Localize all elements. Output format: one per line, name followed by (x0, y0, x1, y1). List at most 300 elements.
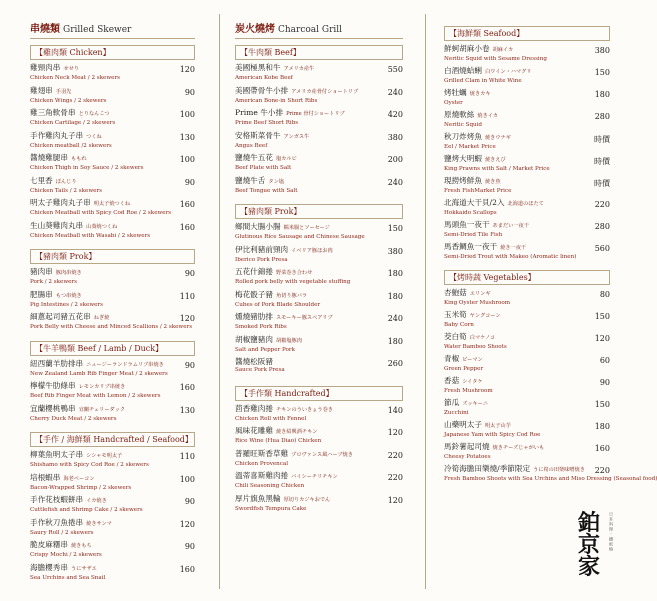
item-name-zh: 雞頸肉串 (30, 63, 61, 72)
item-name-zh: 美國極黑和牛 (235, 63, 281, 72)
item-name (30, 312, 195, 323)
item-price: 220 (387, 473, 403, 482)
item-name-zh: Prime 牛小排 (235, 108, 284, 117)
item-name-jp: 白ワイン・ハマグリ (484, 69, 532, 75)
item-name-en: Water Bamboo Shoots (444, 344, 507, 350)
item-name (30, 108, 195, 119)
item-name (30, 86, 195, 97)
item-name-zh: 細蔥起司豬五花串 (30, 312, 91, 321)
item-price: 90 (184, 87, 195, 97)
item-price: 140 (387, 405, 403, 415)
item-name-jp: 宜蘭チェリーダック (78, 406, 126, 413)
item-name-jp: うに筍の田楽味噌焼き (533, 467, 585, 473)
item-name-zh: 豬肉串 (30, 267, 53, 276)
item-name (235, 426, 403, 437)
item-price: 120 (179, 314, 195, 323)
item-name (235, 290, 403, 301)
item-name (30, 290, 195, 301)
item-name-jp: ねぎ焼 (93, 315, 110, 321)
menu-item (444, 420, 610, 442)
item-name-en: Grilled Clam in White Wine (444, 78, 522, 84)
item-name-en: Chicken Cartilage / 2 skewers (30, 120, 116, 126)
item-name-zh: 香菇 (444, 376, 460, 385)
item-name-en: King Oyster Mushroom (444, 300, 511, 306)
item-name (444, 198, 610, 209)
item-price: 160 (179, 200, 195, 209)
item-name (444, 398, 610, 409)
item-name-zh: 宜蘭櫻桃鴨串 (30, 403, 76, 413)
item-name-en: Shishamo with Spicy Cod Roe / 2 skewers (30, 462, 149, 468)
menu-item (235, 335, 403, 358)
item-name-jp: 野菜巻き合わせ (275, 270, 313, 276)
item-name-zh: 培根蝦串 (30, 472, 61, 482)
item-name-jp: ヤングコーン (469, 313, 501, 319)
item-price: 240 (387, 177, 403, 187)
menu-item (444, 242, 610, 264)
item-name-zh: 秋刀炸烤魚 (444, 132, 482, 141)
item-price: 420 (387, 110, 403, 119)
menu-item (30, 290, 195, 313)
item-name-en: Pork / 2 skewers (30, 279, 77, 285)
menu-item (235, 176, 403, 199)
item-name-jp: 焼きもち (70, 543, 92, 549)
item-price: 150 (387, 224, 403, 233)
item-name (444, 66, 610, 77)
item-name-en: Fresh Bamboo Shoots with Sea Urchins and Miso Dressing (Seasonal food) (444, 476, 657, 482)
item-price: 130 (179, 132, 195, 142)
item-price: 120 (387, 428, 403, 437)
item-name-zh: 雞翅串 (30, 85, 53, 95)
category-header: 【豬肉類 Prok】 (30, 249, 195, 264)
item-name-zh: 美國帶骨牛小排 (235, 85, 289, 95)
item-name-jp: 焼きイカ (477, 113, 498, 119)
item-name-zh: 五花什錦捲 (235, 267, 273, 276)
menu-item (444, 464, 657, 486)
item-price: 130 (179, 405, 195, 415)
item-name (444, 242, 610, 253)
item-name-jp: ももれ (70, 156, 87, 162)
item-price: 200 (387, 155, 403, 164)
item-price: 100 (179, 155, 195, 164)
item-name-jp: イベリア豚ほお肉 (291, 247, 333, 254)
item-name (30, 267, 195, 278)
menu-item (30, 518, 195, 541)
item-price: 90 (184, 542, 195, 551)
item-name (444, 176, 610, 187)
menu-item (30, 381, 195, 404)
menu-item (235, 222, 403, 245)
item-name-zh: 伊比利豬前頸肉 (235, 244, 289, 254)
item-name-en: Japanese Yam with Spicy Cod Roe (444, 432, 541, 438)
item-name-zh: 肥腸串 (30, 289, 53, 299)
item-name-zh: 普羅旺斯香草雞 (235, 448, 289, 458)
menu-item (444, 398, 610, 420)
item-name-en: Swordfish Tempura Cake (235, 505, 307, 512)
item-price: 380 (594, 46, 610, 55)
item-name (30, 518, 195, 529)
item-name-en: American Bone-in Short Ribs (235, 97, 318, 104)
item-name-zh: 鹽燒牛舌 (235, 175, 266, 185)
item-name-en: Chicken Neck Meat / 2 skewers (30, 75, 121, 81)
item-name (30, 198, 195, 209)
item-price: 180 (387, 269, 403, 278)
menu-item (235, 426, 403, 449)
item-price: 150 (594, 312, 610, 321)
item-name-en: Saury Roll / 2 skewers (30, 529, 94, 536)
item-name (30, 153, 195, 164)
item-name-en: Beef Plate with Salt (235, 165, 292, 171)
item-name-zh: 鮮蚵胡麻小卷 (444, 44, 490, 53)
menu-item (235, 245, 403, 268)
menu-item (30, 153, 195, 176)
item-name-en: Cubes of Pork Blade Shoulder (235, 301, 321, 308)
item-name (444, 354, 610, 365)
item-name-zh: 明太子雞肉丸子串 (30, 198, 91, 207)
item-name-jp: 焼き魚 (484, 179, 501, 185)
item-name-zh: 胡椒鹽豬肉 (235, 334, 273, 344)
item-price: 550 (387, 65, 403, 74)
item-name-en: Chicken Roll with Fennel (235, 415, 307, 422)
item-name-en: Cherry Duck Meat / 2 skewers (30, 415, 117, 422)
item-name-en: Cheesy Potatoes (444, 454, 491, 460)
item-price: 時價 (594, 179, 610, 188)
item-name-zh: 節瓜 (444, 398, 460, 407)
menu-item (444, 110, 610, 132)
category-header: 【烤時蔬 Vegetables】 (444, 270, 610, 285)
item-name (30, 131, 195, 142)
item-price: 90 (184, 497, 195, 506)
item-price: 180 (387, 336, 403, 346)
menu-item (444, 288, 610, 310)
item-name (30, 359, 195, 370)
menu-item (30, 86, 195, 109)
item-name-en: Chicken Wings / 2 skewers (30, 97, 107, 104)
item-name-zh: 柳葉魚明太子串 (30, 450, 84, 459)
title-rule (235, 38, 403, 39)
item-name-zh: 鄉間大腸小腸 (235, 222, 281, 231)
item-name-jp: レモンカリブ串焼き (78, 384, 126, 390)
menu-item (444, 376, 610, 398)
item-name-zh: 鹽燒牛五花 (235, 153, 273, 162)
item-name (444, 220, 610, 231)
item-name (235, 357, 403, 366)
menu-item (30, 63, 195, 86)
menu-item (444, 442, 610, 464)
item-name (444, 376, 610, 387)
category-header: 【雞肉類 Chicken】 (30, 45, 195, 60)
item-name-en: Zucchini (444, 410, 469, 416)
item-price: 160 (179, 222, 195, 232)
item-name-jp: 角切り豚バラ (275, 292, 308, 299)
item-price: 240 (387, 87, 403, 97)
item-name-en: Prime Beef Short Ribs (235, 120, 299, 126)
item-price: 120 (387, 495, 403, 505)
item-name-en: Semi-Dried Tile Fish (444, 232, 503, 238)
menu-item (444, 132, 610, 154)
item-name-zh: 山藥明太子 (444, 420, 482, 429)
item-name (444, 288, 610, 299)
item-name-zh: 手作花枝蝦餅串 (30, 495, 84, 504)
item-name-zh: 海膽櫻秀串 (30, 562, 68, 572)
item-price: 280 (594, 112, 610, 121)
item-name-en: Angus Beef (235, 142, 268, 149)
item-name-jp: イカ焼き (86, 498, 107, 504)
item-name-en: Eel / Market Price (444, 144, 496, 150)
item-name-jp: チキンのういきょう巻き (275, 406, 333, 413)
item-name (444, 310, 610, 321)
item-name (235, 471, 403, 482)
item-name (30, 404, 195, 415)
menu-item (30, 540, 195, 563)
item-name-zh: 醬燒雞腿串 (30, 153, 68, 162)
item-price: 90 (599, 378, 610, 387)
menu-item (30, 131, 195, 154)
menu-item (235, 404, 403, 427)
item-name-en: Neritic Squid (444, 122, 483, 128)
item-name-zh: 杏鮑菇 (444, 288, 467, 297)
item-name (235, 86, 403, 97)
menu-item (444, 88, 610, 110)
item-name-zh: 生山葵雞肉丸串 (30, 220, 84, 230)
item-name-en: Green Pepper (444, 366, 484, 372)
item-name-en: Crispy Mochi / 2 skewers (30, 552, 102, 558)
column-divider (219, 14, 220, 589)
menu-item (235, 312, 403, 335)
item-name (30, 540, 195, 551)
category-header: 【牛肉類 Beef】 (235, 45, 403, 60)
item-name-zh: 青椒 (444, 354, 460, 363)
item-name-zh: 馬鈴薯起司燒 (444, 442, 490, 451)
item-name-en: Beef Tongue with Salt (235, 187, 298, 194)
item-name-en: Rice Wine (Hua Diao) Chicken (235, 438, 322, 444)
item-name (444, 132, 610, 143)
seafood-vegetables-column (444, 20, 657, 486)
item-name (444, 44, 610, 55)
item-name-zh: 馬香鯛魚一夜干 (444, 242, 498, 251)
item-name-jp: ぼんじり (55, 178, 77, 185)
item-name-jp: つくね (86, 133, 102, 140)
column-title (235, 20, 403, 35)
item-name-jp: スモーキー豚スペアリブ (275, 315, 333, 321)
item-name-jp: 焼き一夜干 (500, 245, 527, 251)
item-name-en: Sea Urchins and Sea Snail (30, 574, 106, 581)
item-name-zh: 手作雞肉丸子串 (30, 130, 84, 140)
item-price: 60 (599, 356, 610, 365)
item-name-zh: 檸檬牛肋條串 (30, 381, 76, 390)
column-title-en: Grilled Skewer (63, 25, 132, 35)
item-name-zh: 醬燒松阪豬 (235, 357, 273, 366)
menu-item (444, 176, 610, 198)
item-price: 160 (594, 444, 610, 453)
menu-item (235, 494, 403, 517)
item-name-en: Chicken Meatball with Wasabi / 2 skewers (30, 232, 151, 239)
item-name-en: Sauce Pork Presa (235, 367, 285, 373)
item-name (235, 267, 403, 278)
grilled-skewer-column (30, 20, 195, 585)
item-name-zh: 冷筍海膽田樂燒/季節限定 (444, 464, 531, 473)
item-price: 380 (387, 246, 403, 256)
restaurant-logo (574, 512, 614, 584)
menu-item (235, 153, 403, 176)
item-price: 150 (594, 400, 610, 409)
item-price: 560 (594, 244, 610, 253)
item-name-en: Baby Corn (444, 322, 474, 328)
item-name-jp: ピーマン (462, 357, 483, 363)
item-price: 180 (594, 90, 610, 99)
item-name-zh: 手作秋刀魚捲串 (30, 517, 84, 527)
item-name-jp: 焼きえび (484, 157, 506, 163)
item-name (444, 154, 610, 165)
item-name-jp: エリンギ (469, 291, 491, 297)
item-name-jp: シシャモ明太子 (86, 453, 123, 459)
menu-item (30, 267, 195, 290)
item-price: 時價 (594, 135, 610, 144)
menu-item (235, 86, 403, 109)
item-name-en: Pork Belly with Cheese and Minced Scallions / 2 skewers (30, 324, 193, 330)
item-name (235, 176, 403, 187)
item-name-zh: 梅花骰子豬 (235, 289, 273, 299)
item-name-jp: ニュージーランドラムリブ串焼き (86, 361, 164, 368)
menu-item (444, 310, 610, 332)
item-name-en: Glutinous Rice Sausage and Chinese Sausage (235, 234, 365, 240)
menu-item (235, 357, 403, 380)
item-price: 220 (594, 466, 610, 475)
item-name-jp: あまだい一夜干 (492, 223, 529, 229)
menu-item (235, 267, 403, 290)
menu-item (444, 198, 610, 220)
menu-item (30, 359, 195, 382)
item-name-zh: 烤牡蠣 (444, 88, 467, 97)
item-name-en: Smoked Pork Ribs (235, 324, 287, 330)
category-header: 【牛羊鴨類 Beef / Lamb / Duck】 (30, 341, 195, 356)
item-name (235, 312, 403, 323)
category-header: 【手作 / 海鮮類 Handcrafted / Seafood】 (30, 432, 195, 447)
item-price: 120 (179, 65, 195, 74)
item-name-zh: 七里香 (30, 175, 53, 185)
item-name-jp: 手羽先 (55, 88, 72, 95)
item-name-en: Bacon-Wrapped Shrimp / 2 skewers (30, 484, 132, 491)
item-name-jp: アメリカ産骨付ショートリブ (291, 88, 359, 95)
item-price: 120 (594, 334, 610, 343)
column-title-zh: 炭火燒烤 (235, 24, 275, 35)
item-name (444, 442, 610, 453)
item-price: 220 (387, 450, 403, 460)
item-name-en: Chili Seasoning Chicken (235, 483, 305, 489)
item-name-jp: うにサザエ (70, 565, 97, 572)
item-name-zh: 馬頭魚一夜干 (444, 220, 490, 229)
item-name-jp: 厚切りカジキおでん (283, 496, 331, 503)
item-name-zh: 厚片旗魚黑輪 (235, 493, 281, 503)
column-divider (425, 14, 426, 589)
item-name-en: Chicken Provencal (235, 460, 289, 467)
item-name (30, 473, 195, 484)
item-name-zh: 脆皮麻糬串 (30, 540, 68, 549)
item-name (444, 420, 610, 431)
item-price: 260 (387, 359, 403, 368)
item-name-zh: 原燒軟絲 (444, 110, 475, 119)
menu-item (30, 312, 195, 335)
item-name-en: Chicken Meatball with Spicy Cod Roe / 2 skewers (30, 210, 172, 216)
item-price: 110 (179, 291, 195, 301)
menu-item (30, 563, 195, 586)
item-name-en: Salt and Pepper Pork (235, 346, 295, 353)
item-name-zh: 茴香雞肉捲 (235, 403, 273, 413)
item-price: 150 (594, 68, 610, 77)
item-name (30, 450, 195, 461)
item-price: 380 (387, 132, 403, 142)
menu-item (444, 44, 610, 66)
item-name-zh: 燻燒豬肋排 (235, 312, 273, 321)
item-name (444, 110, 610, 121)
item-name-en: Pig Intestines / 2 skewers (30, 301, 103, 308)
item-name (235, 449, 403, 460)
column-title (30, 20, 195, 35)
item-price: 90 (184, 177, 195, 187)
menu-item (235, 131, 403, 154)
menu-item (30, 450, 195, 473)
item-name-zh: 雞三角軟骨串 (30, 108, 76, 117)
item-name-jp: アンガス牛 (283, 133, 310, 140)
item-price: 280 (594, 222, 610, 231)
item-name-jp: せせり (63, 66, 79, 72)
item-name-jp: 胡椒塩豚肉 (275, 337, 302, 344)
item-price: 220 (594, 200, 610, 209)
item-name-jp: 明太子山芋 (484, 423, 511, 429)
item-name-en: King Prawns with Salt / Market Price (444, 166, 550, 172)
menu-item (235, 471, 403, 494)
item-name-en: Oyster (444, 100, 463, 106)
item-price: 240 (387, 314, 403, 323)
item-name (30, 495, 195, 506)
item-name-jp: ズッキーニ (462, 401, 489, 407)
item-name-jp: 胡麻イカ (492, 47, 514, 53)
menu-item (30, 473, 195, 496)
item-name-jp: 北海道のほたて (507, 201, 544, 207)
item-name-en: Semi-Dried Trout with Makeo (Aromatic linen) (444, 254, 577, 260)
item-name-jp: 山葵焼つくね (86, 223, 118, 230)
item-name-en: New Zealand Lamb Rib Finger Meat / 2 skewers (30, 370, 168, 377)
menu-item (235, 63, 403, 86)
item-name (235, 245, 403, 256)
item-name-en: Chicken Tails / 2 skewers (30, 187, 102, 194)
item-name-jp: バイシーチリチキン (291, 474, 338, 480)
item-name-jp: Prime 骨付ショートリブ (286, 111, 345, 117)
menu-item (30, 108, 195, 131)
item-name-jp: 明太子焼つくね (93, 201, 131, 207)
item-name-jp: プロヴァンス風ハーブ焼き (291, 451, 353, 458)
charcoal-grill-column (235, 20, 403, 516)
menu-item (444, 354, 610, 376)
item-price: 180 (387, 291, 403, 301)
item-price: 90 (184, 269, 195, 278)
column-title-en: Charcoal Grill (278, 25, 343, 35)
item-price: 180 (594, 422, 610, 431)
item-price: 160 (179, 383, 195, 392)
item-name-zh: 紐西蘭羊肋排串 (30, 358, 84, 368)
menu-item (444, 332, 610, 354)
item-name-en: Chicken meatball /2 skewers (30, 142, 112, 149)
item-name (235, 404, 403, 415)
menu-item (235, 290, 403, 313)
item-name-zh: 白酒燒蛤蜊 (444, 66, 482, 75)
item-name-zh: 現撈烤鮮魚 (444, 176, 482, 185)
item-name-en: Fresh Mushroom (444, 388, 493, 394)
item-name-jp: シイタケ (462, 379, 483, 385)
item-name-en: Beef Rib Finger Meat with Lemon / 2 skewers (30, 393, 161, 399)
item-name (235, 153, 403, 164)
item-name (235, 63, 403, 74)
title-rule (30, 38, 195, 39)
